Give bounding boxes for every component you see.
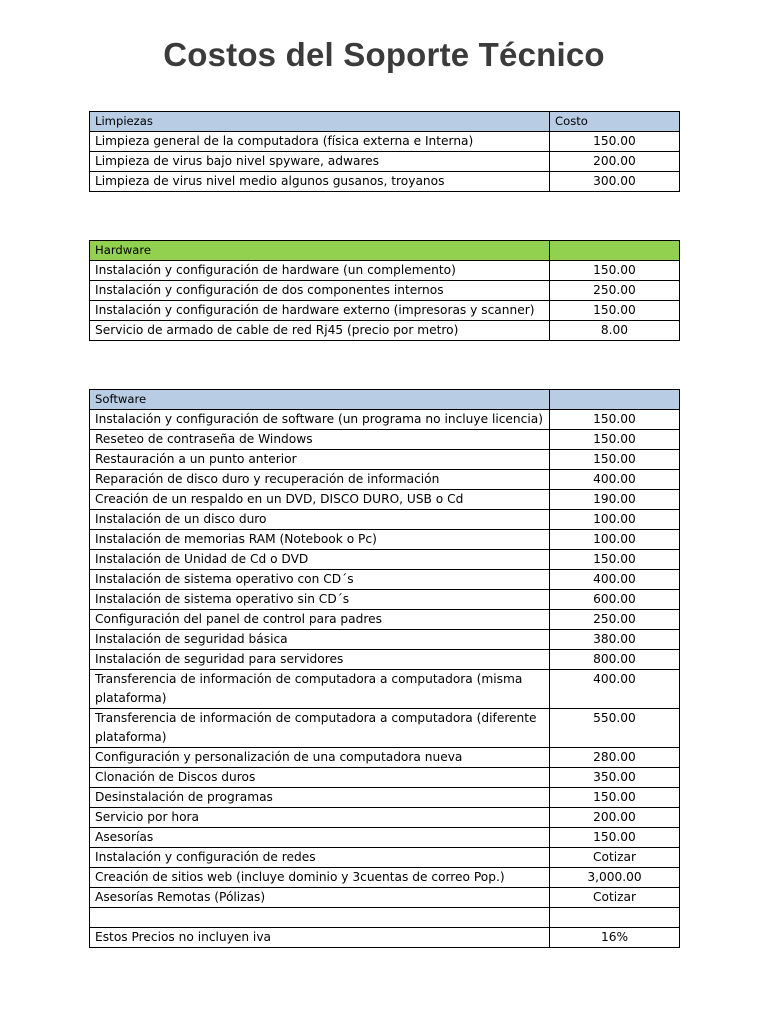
table-row	[90, 470, 680, 490]
service-cost: Cotizar	[550, 888, 680, 908]
table-row	[90, 550, 680, 570]
hardware-table	[89, 240, 680, 341]
table-row	[90, 172, 680, 192]
table-row	[90, 590, 680, 610]
service-cost: 150.00	[550, 450, 680, 470]
service-description: Transferencia de información de computadora a computadora (misma plataforma)	[90, 670, 550, 709]
table-row	[90, 650, 680, 670]
empty-row	[90, 908, 680, 928]
table-row	[90, 828, 680, 848]
service-description: Limpieza de virus nivel medio algunos gusanos, troyanos	[90, 172, 550, 192]
service-description: Limpieza general de la computadora (física externa e Interna)	[90, 132, 550, 152]
table-row	[90, 321, 680, 341]
cost-header	[550, 390, 680, 410]
table-row	[90, 152, 680, 172]
table-row	[90, 301, 680, 321]
service-description: Instalación y configuración de dos componentes internos	[90, 281, 550, 301]
service-cost: 280.00	[550, 748, 680, 768]
service-description: Creación de sitios web (incluye dominio y 3cuentas de correo Pop.)	[90, 868, 550, 888]
service-description: Servicio por hora	[90, 808, 550, 828]
table-row	[90, 808, 680, 828]
table-row	[90, 490, 680, 510]
service-description: Asesorías Remotas (Pólizas)	[90, 888, 550, 908]
service-description: Instalación de memorias RAM (Notebook o Pc)	[90, 530, 550, 550]
software-table	[89, 389, 680, 948]
table-row	[90, 430, 680, 450]
service-description: Reseteo de contraseña de Windows	[90, 430, 550, 450]
table-row	[90, 410, 680, 430]
table-row	[90, 888, 680, 908]
table-row	[90, 132, 680, 152]
service-description: Instalación y configuración de hardware externo (impresoras y scanner)	[90, 301, 550, 321]
service-description: Configuración y personalización de una computadora nueva	[90, 748, 550, 768]
service-description: Instalación y configuración de software (un programa no incluye licencia)	[90, 410, 550, 430]
service-cost: 8.00	[550, 321, 680, 341]
table-row	[90, 261, 680, 281]
service-description: Instalación y configuración de hardware (un complemento)	[90, 261, 550, 281]
table-row	[90, 868, 680, 888]
table-row	[90, 610, 680, 630]
service-cost: 3,000.00	[550, 868, 680, 888]
service-description: Instalación de seguridad básica	[90, 630, 550, 650]
service-cost: 400.00	[550, 670, 680, 709]
service-cost: 150.00	[550, 410, 680, 430]
service-cost: 380.00	[550, 630, 680, 650]
service-cost: 400.00	[550, 470, 680, 490]
service-cost: 300.00	[550, 172, 680, 192]
service-description: Instalación de sistema operativo con CD´s	[90, 570, 550, 590]
service-description: Transferencia de información de computadora a computadora (diferente plataforma)	[90, 709, 550, 748]
service-cost: 250.00	[550, 281, 680, 301]
service-description: Limpieza de virus bajo nivel spyware, adwares	[90, 152, 550, 172]
empty-cell	[550, 908, 680, 928]
service-cost: 200.00	[550, 152, 680, 172]
table-row	[90, 630, 680, 650]
service-description: Instalación de un disco duro	[90, 510, 550, 530]
footer-note: Estos Precios no incluyen iva	[90, 927, 550, 947]
table-row	[90, 788, 680, 808]
service-cost: 150.00	[550, 550, 680, 570]
service-cost: 400.00	[550, 570, 680, 590]
service-description: Configuración del panel de control para padres	[90, 610, 550, 630]
cost-header	[550, 241, 680, 261]
service-description: Asesorías	[90, 828, 550, 848]
limpiezas-table	[89, 111, 680, 192]
service-cost: 150.00	[550, 261, 680, 281]
service-cost: 150.00	[550, 788, 680, 808]
page-title: Costos del Soporte Técnico	[163, 36, 605, 73]
service-description: Restauración a un punto anterior	[90, 450, 550, 470]
table-row	[90, 748, 680, 768]
service-cost: 150.00	[550, 132, 680, 152]
table-header-row	[90, 112, 680, 132]
table-row	[90, 670, 680, 709]
service-cost: 600.00	[550, 590, 680, 610]
table-row	[90, 709, 680, 748]
cost-header: Costo	[550, 112, 680, 132]
service-description: Instalación de sistema operativo sin CD´s	[90, 590, 550, 610]
section-header: Limpiezas	[90, 112, 550, 132]
table-row	[90, 510, 680, 530]
table-header-row	[90, 241, 680, 261]
table-row	[90, 281, 680, 301]
footer-row	[90, 927, 680, 947]
service-description: Desinstalación de programas	[90, 788, 550, 808]
table-header-row	[90, 390, 680, 410]
service-description: Reparación de disco duro y recuperación de información	[90, 470, 550, 490]
table-row	[90, 530, 680, 550]
service-cost: 100.00	[550, 530, 680, 550]
service-description: Servicio de armado de cable de red Rj45 (precio por metro)	[90, 321, 550, 341]
table-row	[90, 570, 680, 590]
service-cost: 190.00	[550, 490, 680, 510]
section-header: Hardware	[90, 241, 550, 261]
table-row	[90, 768, 680, 788]
service-cost: 550.00	[550, 709, 680, 748]
service-cost: Cotizar	[550, 848, 680, 868]
service-description: Clonación de Discos duros	[90, 768, 550, 788]
table-row	[90, 848, 680, 868]
service-cost: 150.00	[550, 828, 680, 848]
service-description: Instalación y configuración de redes	[90, 848, 550, 868]
tax-rate: 16%	[550, 927, 680, 947]
section-header: Software	[90, 390, 550, 410]
service-description: Creación de un respaldo en un DVD, DISCO DURO, USB o Cd	[90, 490, 550, 510]
service-cost: 150.00	[550, 301, 680, 321]
service-description: Instalación de Unidad de Cd o DVD	[90, 550, 550, 570]
empty-cell	[90, 908, 550, 928]
service-cost: 250.00	[550, 610, 680, 630]
table-row	[90, 450, 680, 470]
service-description: Instalación de seguridad para servidores	[90, 650, 550, 670]
service-cost: 350.00	[550, 768, 680, 788]
service-cost: 800.00	[550, 650, 680, 670]
service-cost: 150.00	[550, 430, 680, 450]
service-cost: 200.00	[550, 808, 680, 828]
service-cost: 100.00	[550, 510, 680, 530]
